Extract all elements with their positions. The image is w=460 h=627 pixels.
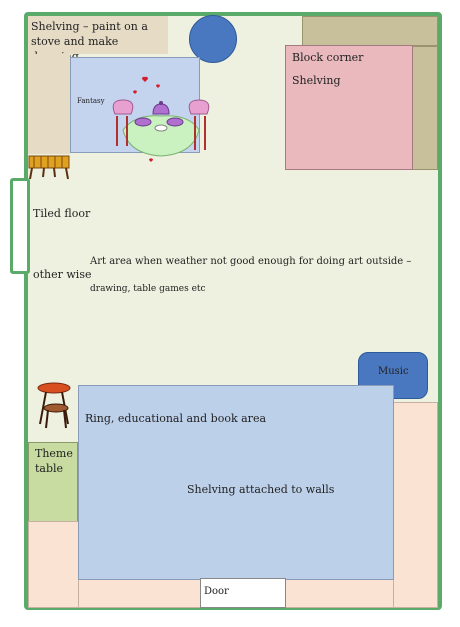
- block-shelving-label: Shelving: [292, 74, 341, 87]
- table-chair-icon: [26, 380, 82, 430]
- block-corner-label: Block corner: [292, 51, 364, 64]
- top-right-shelf: [302, 16, 438, 46]
- music-label: Music: [378, 366, 409, 377]
- left-peach-strip: [28, 521, 80, 608]
- left-shelf-strip: [28, 54, 70, 154]
- tiled-floor-label: Tiled floor: [33, 207, 91, 220]
- right-shelf: [412, 46, 438, 170]
- shelving-walls-label: Shelving attached to walls: [187, 483, 335, 496]
- shelving-paint-label: Shelving – paint on a stove and make: [31, 20, 148, 48]
- theme-table-area: [28, 442, 78, 522]
- blue-circle: [189, 15, 237, 63]
- art-area-label: Art area when weather not good enough for doing art outside –: [90, 256, 412, 267]
- fantasy-label: Fantasy: [77, 97, 105, 105]
- door-label: Door: [204, 586, 229, 597]
- theme-table-label: Theme table: [35, 447, 73, 475]
- shelving-paint-area: [28, 16, 168, 54]
- ring-area-label: Ring, educational and book area: [85, 412, 267, 425]
- block-corner-area: [285, 45, 413, 170]
- sandbox-icon: [26, 152, 72, 180]
- ring-area: [78, 385, 394, 580]
- other-wise-label: other wise: [33, 268, 92, 281]
- door[interactable]: [200, 578, 286, 608]
- right-peach-strip: [393, 402, 438, 608]
- left-window: [10, 178, 30, 274]
- tea-party-illustration: [105, 74, 217, 166]
- drawing-label: drawing, table games etc: [90, 284, 206, 294]
